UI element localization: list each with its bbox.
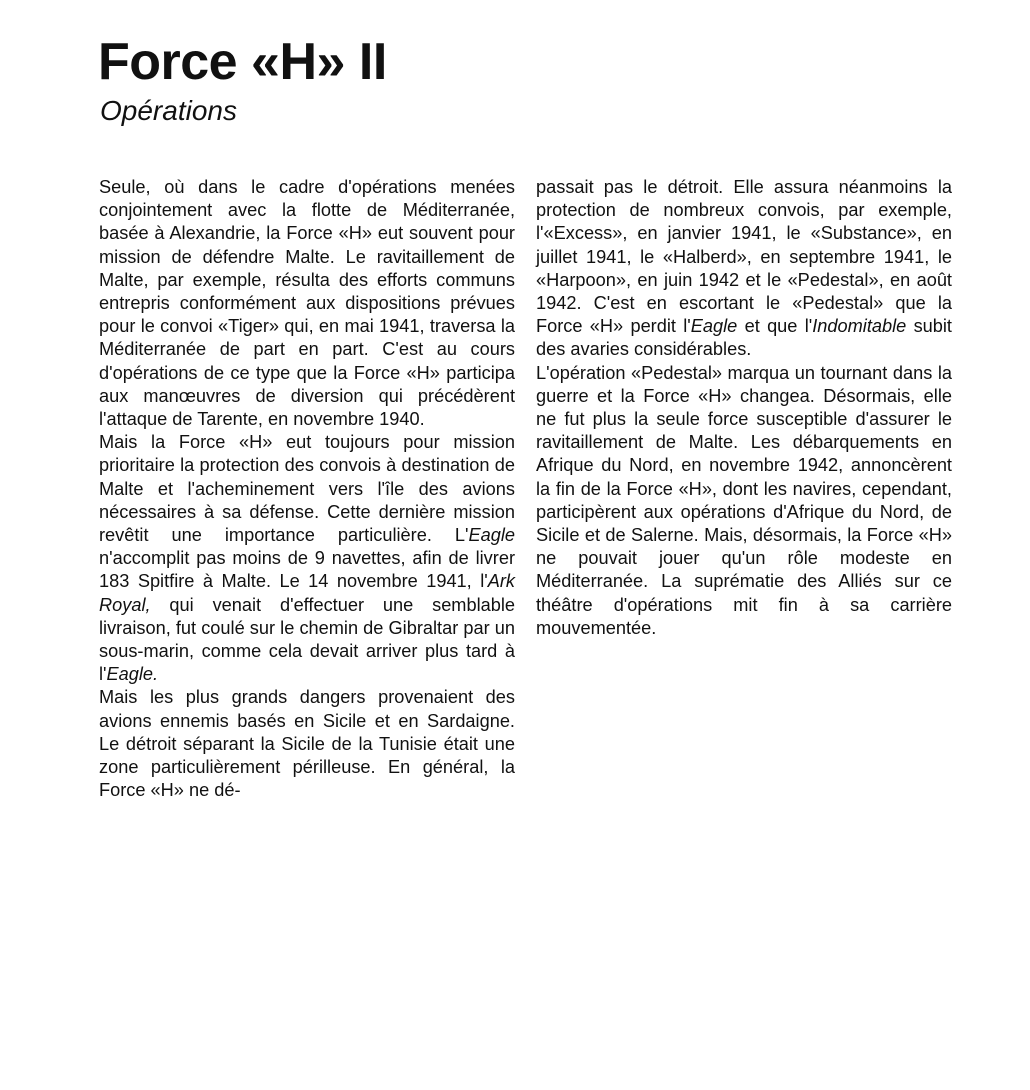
ship-name: Indomitable <box>812 316 907 337</box>
page-subtitle: Opérations <box>100 95 237 126</box>
page-title: Force «H» II <box>98 33 387 91</box>
paragraph <box>536 362 952 640</box>
right-text-column <box>536 176 952 640</box>
paragraph-text: passait pas le détroit. Elle assura néanmoins la protection de nombreux convois, par exemple, l'«Excess», en janvier 1941, le «Substance», en juillet 1941, le «Halberd», en septembre 1941, le «Harpoon», en juin 1942 et le «Pedestal», en août 1942. C'est en escortant le «Pedestal» que la Force «H» perdit l' <box>536 177 952 337</box>
paragraph-text: qui venait d'effectuer une semblable livraison, fut coulé sur le chemin de Gibraltar par un sous-marin, comme cela devait arriver plus tard à l' <box>99 594 515 685</box>
paragraph <box>99 686 515 802</box>
paragraph-text: et que l' <box>737 316 813 337</box>
paragraph-text: Seule, où dans le cadre d'opérations menées conjointement avec la flotte de Méditerranée, basée à Alexandrie, la Force «H» eut souvent pour mission de défendre Malte. Le ravitaillement de Malte, par exemple, résulta des efforts communs entrepris conformément aux dispositions prévues pour le convoi «Tiger» qui, en mai 1941, traversa la Méditerranée de part en part. C'est au cours d'opérations de ce type que la Force «H» participa aux manœuvres de diversion qui précédèrent l'attaque de Tarente, en novembre 1940. <box>99 177 515 430</box>
ship-name: Ark Royal, <box>99 571 515 615</box>
paragraph-text: n'accomplit pas moins de 9 navettes, afin de livrer 183 Spitfire à Malte. Le 14 novembre 1941, l' <box>99 548 515 592</box>
paragraph <box>99 431 515 686</box>
paragraph-text: subit des avaries considérables. <box>536 316 952 360</box>
paragraph <box>99 176 515 431</box>
paragraph <box>536 176 952 362</box>
paragraph-text: Mais la Force «H» eut toujours pour mission prioritaire la protection des convois à destination de Malte et l'acheminement vers l'île des avions nécessaires à sa défense. Cette dernière mission revêtit une importance particulière. L' <box>99 432 515 546</box>
paragraph-text: L'opération «Pedestal» marqua un tournant dans la guerre et la Force «H» changea. Désormais, elle ne fut plus la seule force susceptible d'assurer le ravitaillement de Malte. Les débarquements en Afrique du Nord, en novembre 1942, annoncèrent la fin de la Force «H», dont les navires, cependant, participèrent aux opérations d'Afrique du Nord, de Sicile et de Salerne. Mais, désormais, la Force «H» ne pouvait jouer qu'un rôle modeste en Méditerranée. La suprématie des Alliés sur ce théâtre d'opérations mit fin à sa carrière mouvementée. <box>536 362 952 638</box>
ship-name: Eagle <box>690 316 738 337</box>
ship-name: Eagle. <box>106 664 159 685</box>
ship-name: Eagle <box>468 525 515 546</box>
left-text-column <box>99 176 515 802</box>
paragraph-text: Mais les plus grands dangers provenaient des avions ennemis basés en Sicile et en Sardaigne. Le détroit séparant la Sicile de la Tunisie était une zone particulièrement périlleuse. En général, la Force «H» ne dé- <box>99 687 515 801</box>
